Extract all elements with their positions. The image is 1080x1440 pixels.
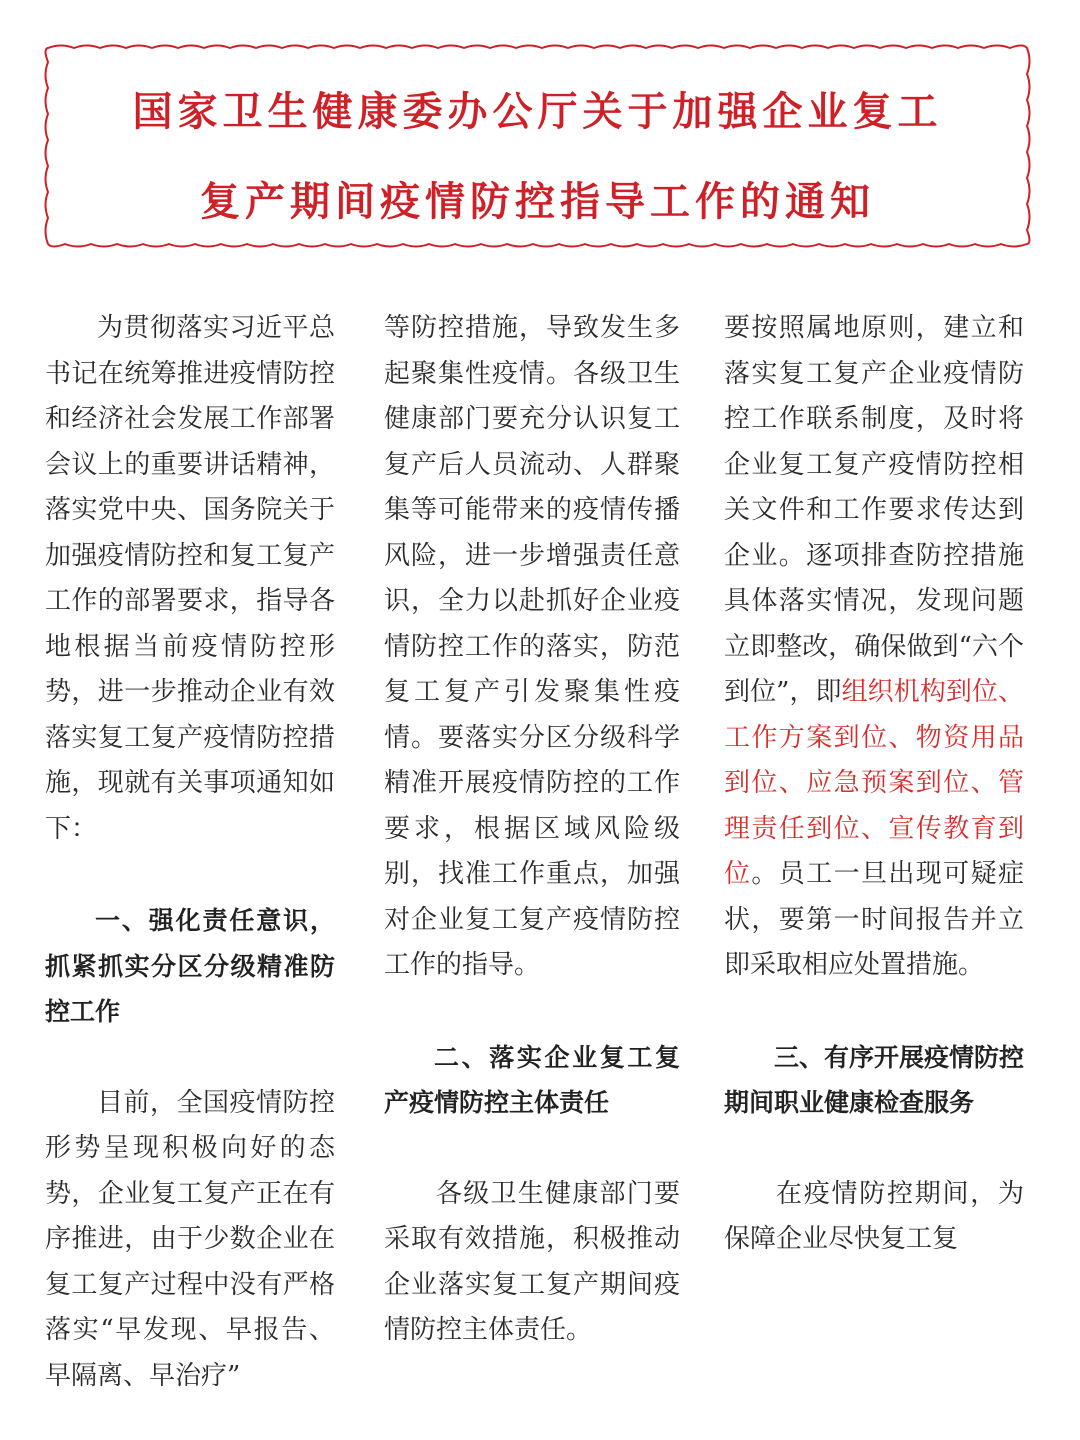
section-2-text-end: 。员工一旦出现可疑症状，要第一时间报告并立即采取相应处置措施。 (724, 859, 1024, 980)
intro-paragraph (45, 306, 335, 852)
text-column-3 (724, 306, 1024, 1263)
section-2-paragraph-continued (724, 306, 1024, 989)
section-2-text-continued: 要按照属地原则，建立和落实复工复产企业疫情防控工作联系制度，及时将企业复工复产疫情防控相关文件和工作要求传达到企业。逐项排查防控措施具体落实情况，发现问题立即整改，确保做到“六个到位”，即 (724, 313, 1024, 707)
section-2-text: 各级卫生健康部门要采取有效措施，积极推动企业落实复工复产期间疫情防控主体责任。 (384, 1178, 680, 1345)
section-3-text: 在疫情防控期间，为保障企业尽快复工复 (724, 1178, 1024, 1254)
section-1-text-continued: 等防控措施，导致发生多起聚集性疫情。各级卫生健康部门要充分认识复工复产后人员流动、人群聚集等可能带来的疫情传播风险，进一步增强责任意识，全力以赴抓好企业疫情防控工作的落实，防范复工复产引发聚集性疫情。要落实分区分级科学精准开展疫情防控的工作要求，根据区域风险级别，找准工作重点，加强对企业复工复产疫情防控工作的指导。 (384, 313, 680, 980)
intro-text: 为贯彻落实习近平总书记在统筹推进疫情防控和经济社会发展工作部署会议上的重要讲话精神，落实党中央、国务院关于加强疫情防控和复工复产工作的部署要求，指导各地根据当前疫情防控形势，进一步推动企业有效落实复工复产疫情防控措施，现就有关事项通知如下： (45, 313, 335, 844)
section-1-text: 目前，全国疫情防控形势呈现积极向好的态势，企业复工复产正在有序推进，由于少数企业在复工复产过程中没有严格落实“早发现、早报告、早隔离、早治疗” (45, 1087, 335, 1391)
text-column-1 (45, 306, 335, 1399)
title-line-2: 复产期间疫情防控指导工作的通知 (200, 179, 875, 225)
section-2-heading (384, 1035, 680, 1126)
section-2-paragraph (384, 1172, 680, 1354)
section-3-heading-text: 三、有序开展疫情防控期间职业健康检查服务 (724, 1042, 1025, 1117)
section-1-paragraph-continued (384, 306, 680, 989)
title-banner (40, 40, 1035, 252)
section-2-heading-text: 二、落实企业复工复产疫情防控主体责任 (384, 1042, 680, 1117)
section-1-heading (45, 898, 335, 1035)
section-3-paragraph (724, 1172, 1024, 1263)
text-column-2 (384, 306, 680, 1354)
section-1-paragraph (45, 1081, 335, 1400)
section-3-heading (724, 1035, 1024, 1126)
section-1-heading-text: 一、强化责任意识，抓紧抓实分区分级精准防控工作 (45, 906, 335, 1026)
six-in-place-highlight: 组织机构到位、工作方案到位、物资用品到位、应急预案到位、管理责任到位、宣传教育到位 (724, 677, 1024, 889)
title-line-1: 国家卫生健康委办公厅关于加强企业复工 (132, 89, 943, 135)
